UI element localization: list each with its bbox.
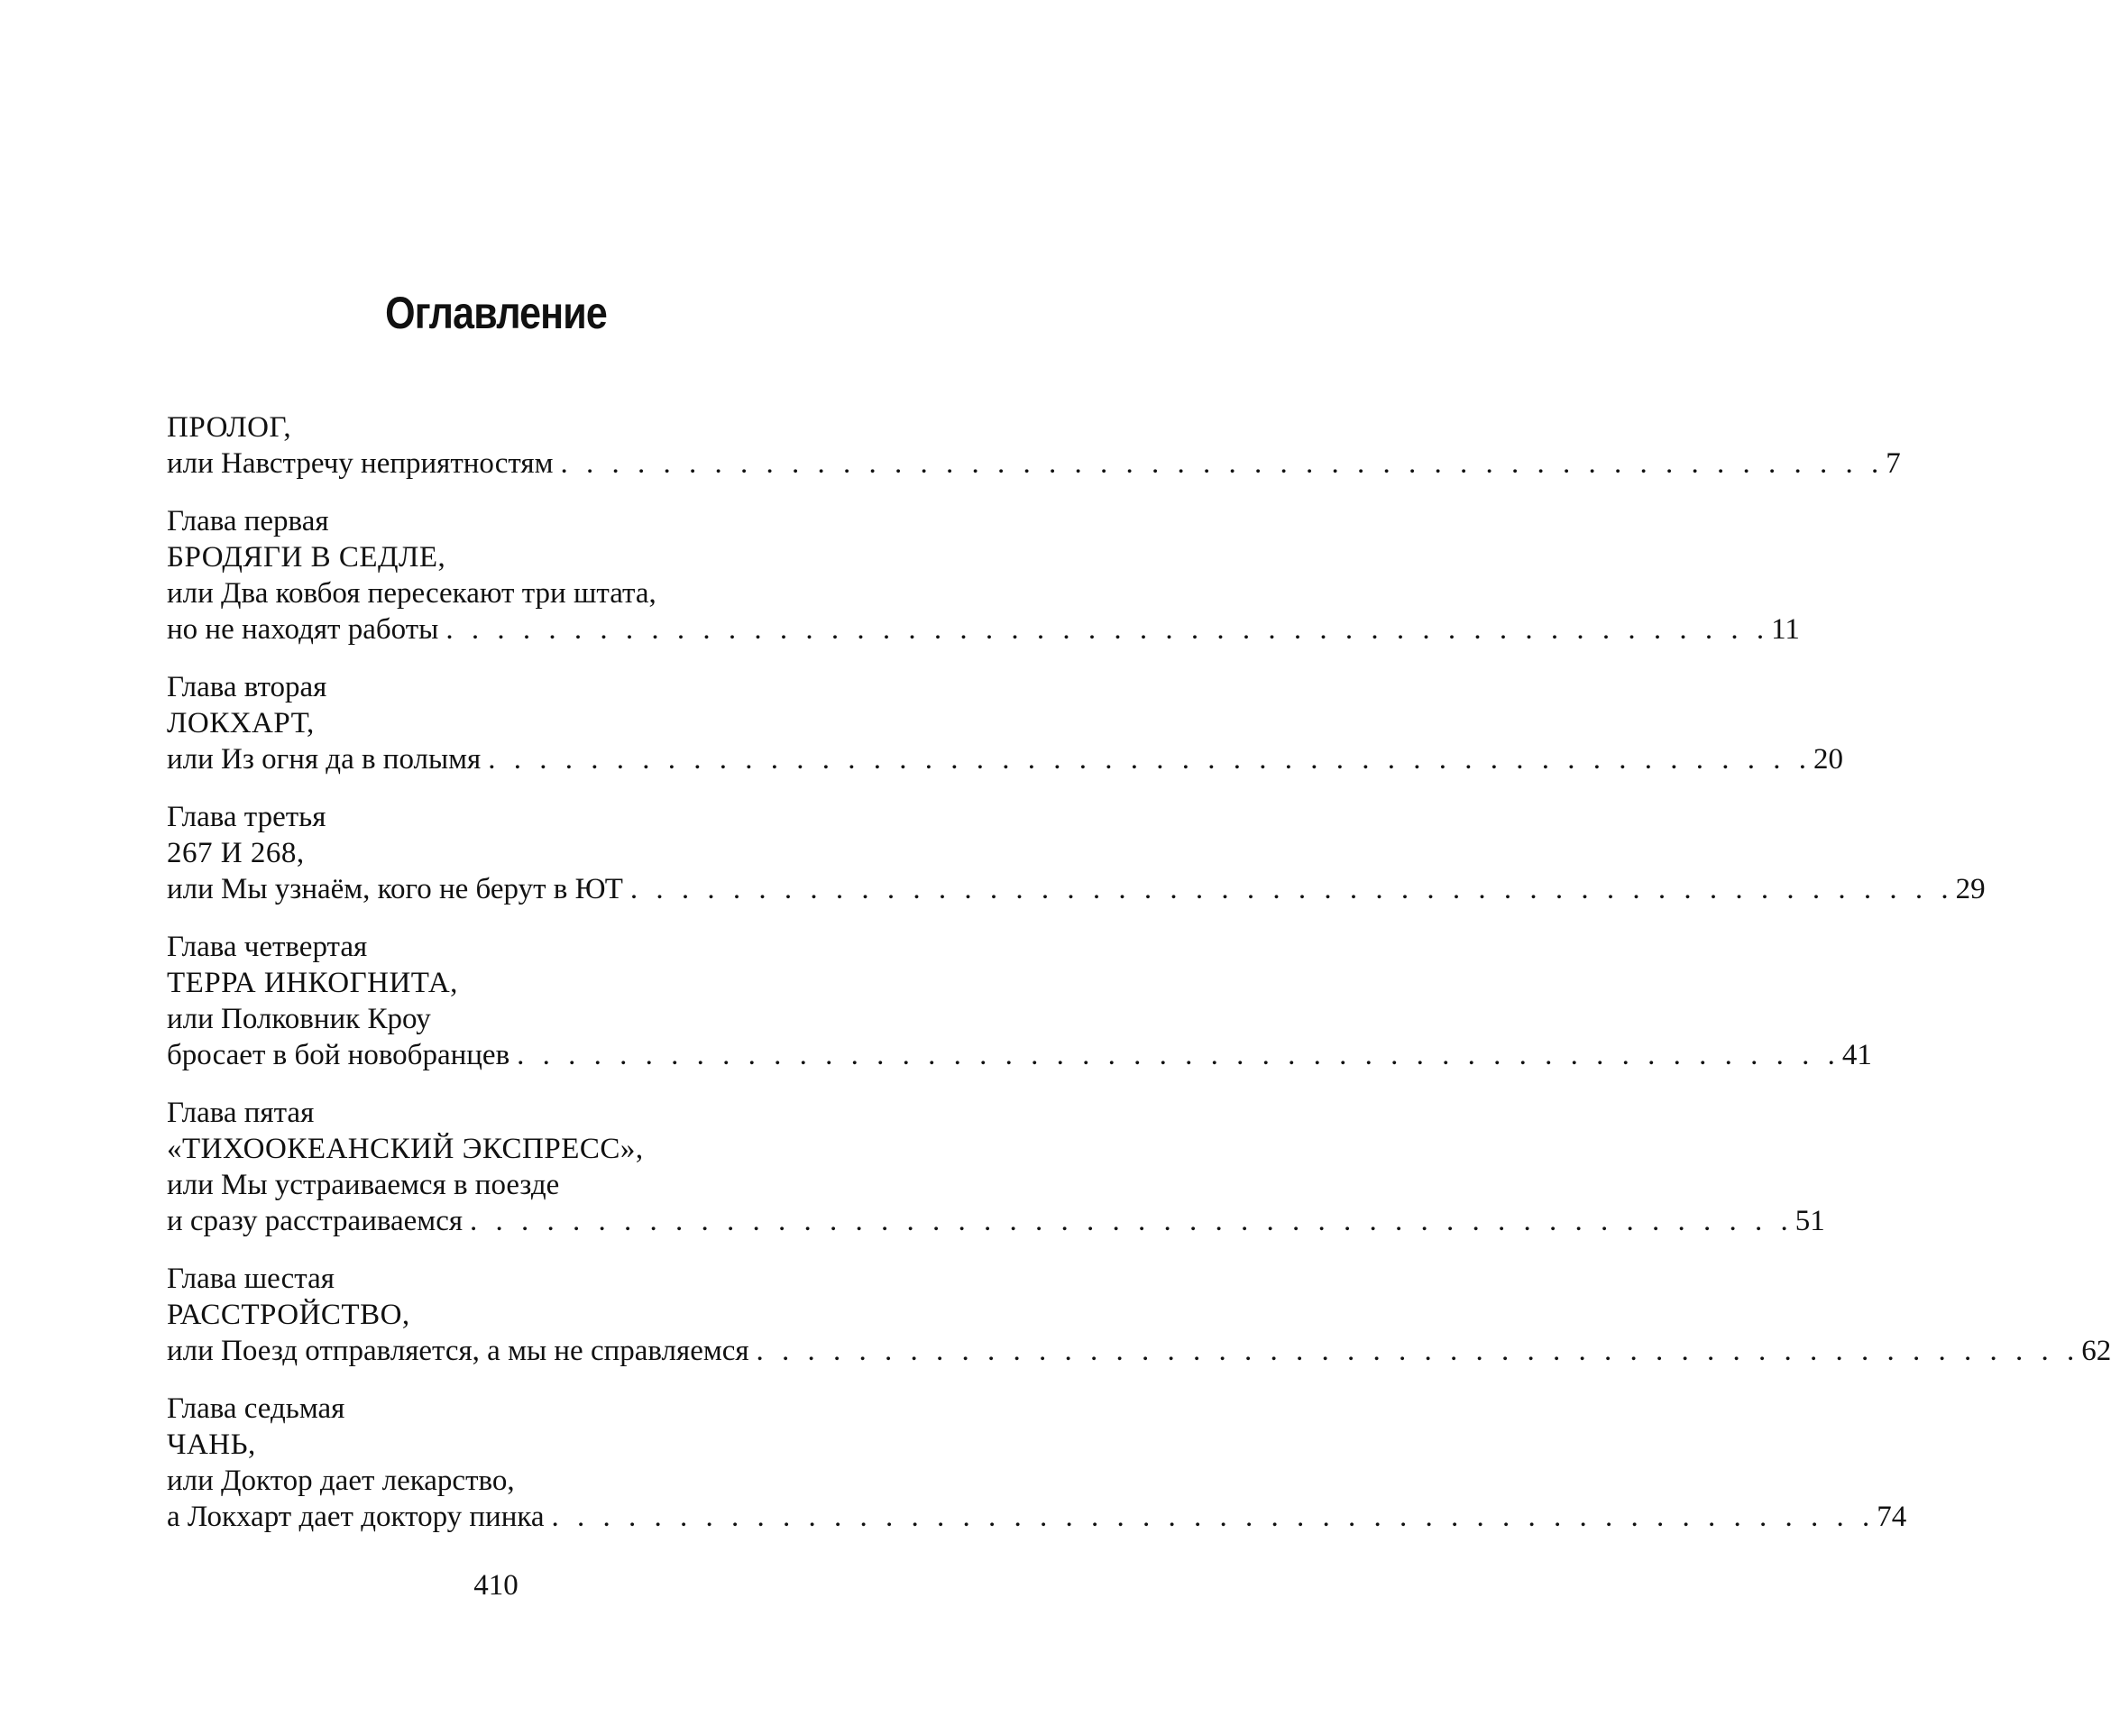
dot-leader-dots: . . . . . . . . . . . . . . . . . . . . . . . . . . . . . . . . . . . . . . . . . . . . . . . . . . . .: [488, 743, 1812, 776]
chapter-leader-line: [167, 1499, 1907, 1535]
dot-leader: [749, 1333, 2080, 1369]
chapter-page-number: 20: [1813, 743, 1843, 776]
dot-leader: [509, 1037, 1840, 1073]
chapter-heading: ЧАНЬ,: [167, 1428, 256, 1461]
chapter-subtitle-last-line: бросает в бой новобранцев: [167, 1039, 510, 1071]
page-title: Оглавление: [385, 288, 607, 338]
chapter-subtitle-line: или Доктор дает лекарство,: [167, 1465, 515, 1497]
dot-leader-dots: . . . . . . . . . . . . . . . . . . . . . . . . . . . . . . . . . . . . . . . . . . . . . . . . . . . .: [756, 1335, 2080, 1367]
dot-leader-dots: . . . . . . . . . . . . . . . . . . . . . . . . . . . . . . . . . . . . . . . . . . . . . . . . . . . .: [560, 447, 1885, 480]
chapter-label: Глава третья: [167, 801, 326, 833]
dot-leader-dots: . . . . . . . . . . . . . . . . . . . . . . . . . . . . . . . . . . . . . . . . . . . . . . . . . . . .: [551, 1501, 1876, 1533]
chapter-subtitle-last-line: или Навстречу неприятностям: [167, 447, 554, 480]
toc-entry: [167, 1391, 1907, 1535]
chapter-label: Глава четвертая: [167, 931, 368, 963]
chapter-page-number: 29: [1955, 873, 1986, 905]
chapter-label: Глава шестая: [167, 1263, 335, 1295]
dot-leader: [463, 1203, 1794, 1239]
chapter-subtitle-last-line: или Из огня да в полымя: [167, 743, 482, 776]
chapter-leader-line: [167, 871, 1986, 907]
chapter-heading: ПРОЛОГ,: [167, 411, 292, 444]
chapter-page-number: 41: [1841, 1039, 1872, 1071]
chapter-label: Глава первая: [167, 505, 329, 537]
toc-entry: [167, 1095, 1825, 1239]
chapter-leader-line: [167, 1037, 1872, 1073]
chapter-page-number: 51: [1794, 1205, 1825, 1237]
toc-entry: [167, 1261, 2111, 1369]
page-number: 410: [473, 1569, 519, 1602]
dot-leader-dots: . . . . . . . . . . . . . . . . . . . . . . . . . . . . . . . . . . . . . . . . . . . . . . . . . . . .: [445, 613, 1770, 646]
chapter-leader-line: [167, 1203, 1825, 1239]
chapter-heading: ТЕРРА ИНКОГНИТА,: [167, 967, 458, 999]
chapter-heading: «ТИХООКЕАНСКИЙ ЭКСПРЕСС»,: [167, 1133, 644, 1165]
chapter-subtitle-line: или Полковник Кроу: [167, 1003, 431, 1035]
chapter-page-number: 7: [1886, 447, 1901, 480]
toc-entry: [167, 799, 1986, 907]
dot-leader: [545, 1499, 1876, 1535]
chapter-page-number: 62: [2081, 1335, 2111, 1367]
chapter-heading: 267 И 268,: [167, 837, 305, 869]
chapter-label: Глава вторая: [167, 671, 327, 703]
dot-leader: [553, 445, 1884, 482]
toc-entry: [167, 503, 1800, 648]
toc-entry: [167, 669, 1843, 777]
chapter-leader-line: [167, 1333, 2111, 1369]
dot-leader: [438, 611, 1769, 648]
chapter-subtitle-last-line: или Мы узнаём, кого не берут в ЮТ: [167, 873, 623, 905]
dot-leader: [623, 871, 1954, 907]
chapter-subtitle-line: или Два ковбоя пересекают три штата,: [167, 577, 656, 610]
chapter-subtitle-line: или Мы устраиваемся в поезде: [167, 1169, 560, 1201]
chapter-leader-line: [167, 445, 1901, 482]
chapter-leader-line: [167, 741, 1843, 777]
chapter-label: Глава седьмая: [167, 1392, 345, 1425]
chapter-heading: РАССТРОЙСТВО,: [167, 1299, 410, 1331]
chapter-leader-line: [167, 611, 1800, 648]
dot-leader: [481, 741, 1812, 777]
toc-entry: [167, 409, 1901, 482]
toc-entry: [167, 929, 1872, 1073]
table-of-contents: [167, 409, 2111, 1557]
chapter-subtitle-last-line: или Поезд отправляется, а мы не справляемся: [167, 1335, 749, 1367]
dot-leader-dots: . . . . . . . . . . . . . . . . . . . . . . . . . . . . . . . . . . . . . . . . . . . . . . . . . . . .: [517, 1039, 1840, 1071]
chapter-subtitle-last-line: и сразу расстраиваемся: [167, 1205, 464, 1237]
chapter-subtitle-last-line: а Локхарт дает доктору пинка: [167, 1501, 545, 1533]
chapter-heading: БРОДЯГИ В СЕДЛЕ,: [167, 541, 446, 574]
chapter-subtitle-last-line: но не находят работы: [167, 613, 439, 646]
dot-leader-dots: . . . . . . . . . . . . . . . . . . . . . . . . . . . . . . . . . . . . . . . . . . . . . . . . . . . .: [629, 873, 1954, 905]
chapter-page-number: 74: [1877, 1501, 1907, 1533]
dot-leader-dots: . . . . . . . . . . . . . . . . . . . . . . . . . . . . . . . . . . . . . . . . . . . . . . . . . . . .: [470, 1205, 1794, 1237]
chapter-page-number: 11: [1771, 613, 1800, 646]
chapter-heading: ЛОКХАРТ,: [167, 707, 315, 739]
chapter-label: Глава пятая: [167, 1097, 315, 1129]
